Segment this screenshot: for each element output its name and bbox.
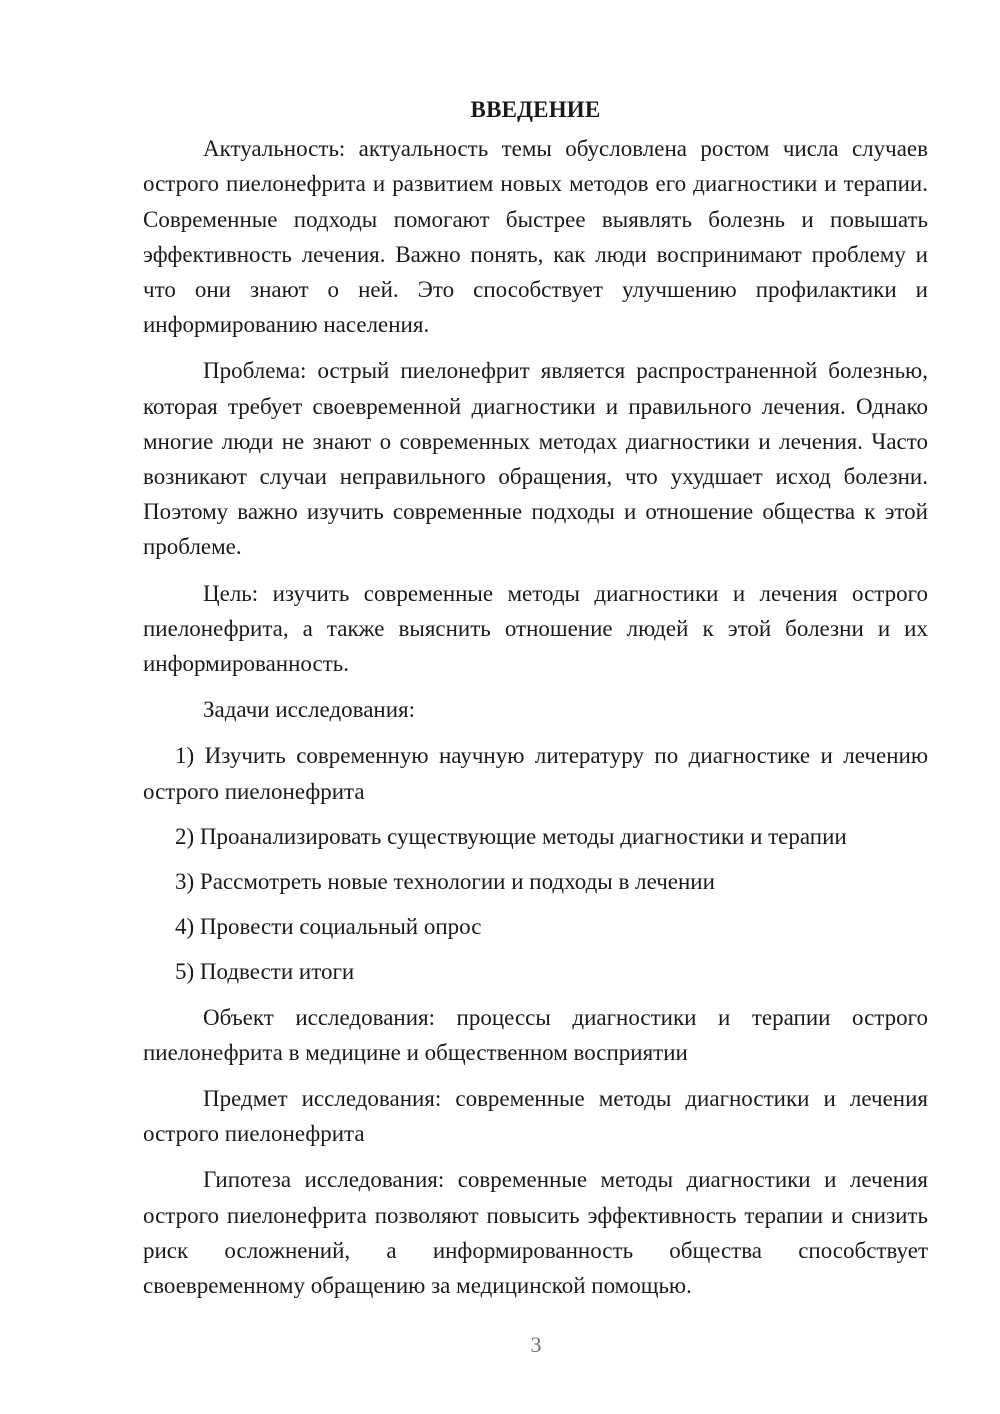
task-item-5: 5) Подвести итоги [175,959,355,985]
tasks-list [143,738,928,989]
page-title: ВВЕДЕНИЕ [470,97,601,122]
goal-paragraph: Цель: изучить современные методы диагностики и лечения острого пиелонефрита, а также выяснить отношение людей к этой болезни и их информированность. [143,580,928,677]
task-item-4: 4) Провести социальный опрос [175,914,482,940]
subject-paragraph: Предмет исследования: современные методы диагностики и лечения острого пиелонефрита [143,1086,928,1147]
problem-paragraph: Проблема: острый пиелонефрит является распространенной болезнью, которая требует своевременной диагностики и правильного лечения. Однако многие люди не знают о современных методах диагностики и лечения. Часто возникают случаи неправильного обращения, что ухудшает исход болезни. Поэтому важно изучить современные подходы и отношение общества к этой проблеме. [143,358,928,560]
task-item-1: 1) Изучить современную научную литературу по диагностике и лечению острого пиелонефрита [143,743,928,804]
object-paragraph: Объект исследования: процессы диагностики и терапии острого пиелонефрита в медицине и общественном восприятии [143,1004,928,1065]
tasks-heading: Задачи исследования: [203,697,416,723]
document-page [143,92,928,1314]
page-number: 3 [530,1332,542,1357]
task-item-3: 3) Рассмотреть новые технологии и подходы в лечении [175,869,715,895]
task-item-2: 2) Проанализировать существующие методы диагностики и терапии [175,823,847,849]
relevance-paragraph: Актуальность: актуальность темы обусловлена ростом числа случаев острого пиелонефрита и развитием новых методов его диагностики и терапии. Современные подходы помогают быстрее выявлять болезнь и повышать эффективность лечения. Важно понять, как люди воспринимают проблему и что они знают о ней. Это способствует улучшению профилактики и информированию населения. [143,136,928,338]
hypothesis-paragraph: Гипотеза исследования: современные методы диагностики и лечения острого пиелонефрита позволяют повысить эффективность терапии и снизить риск осложнений, а информированность общества способствует своевременному обращению за медицинской помощью. [143,1167,928,1299]
